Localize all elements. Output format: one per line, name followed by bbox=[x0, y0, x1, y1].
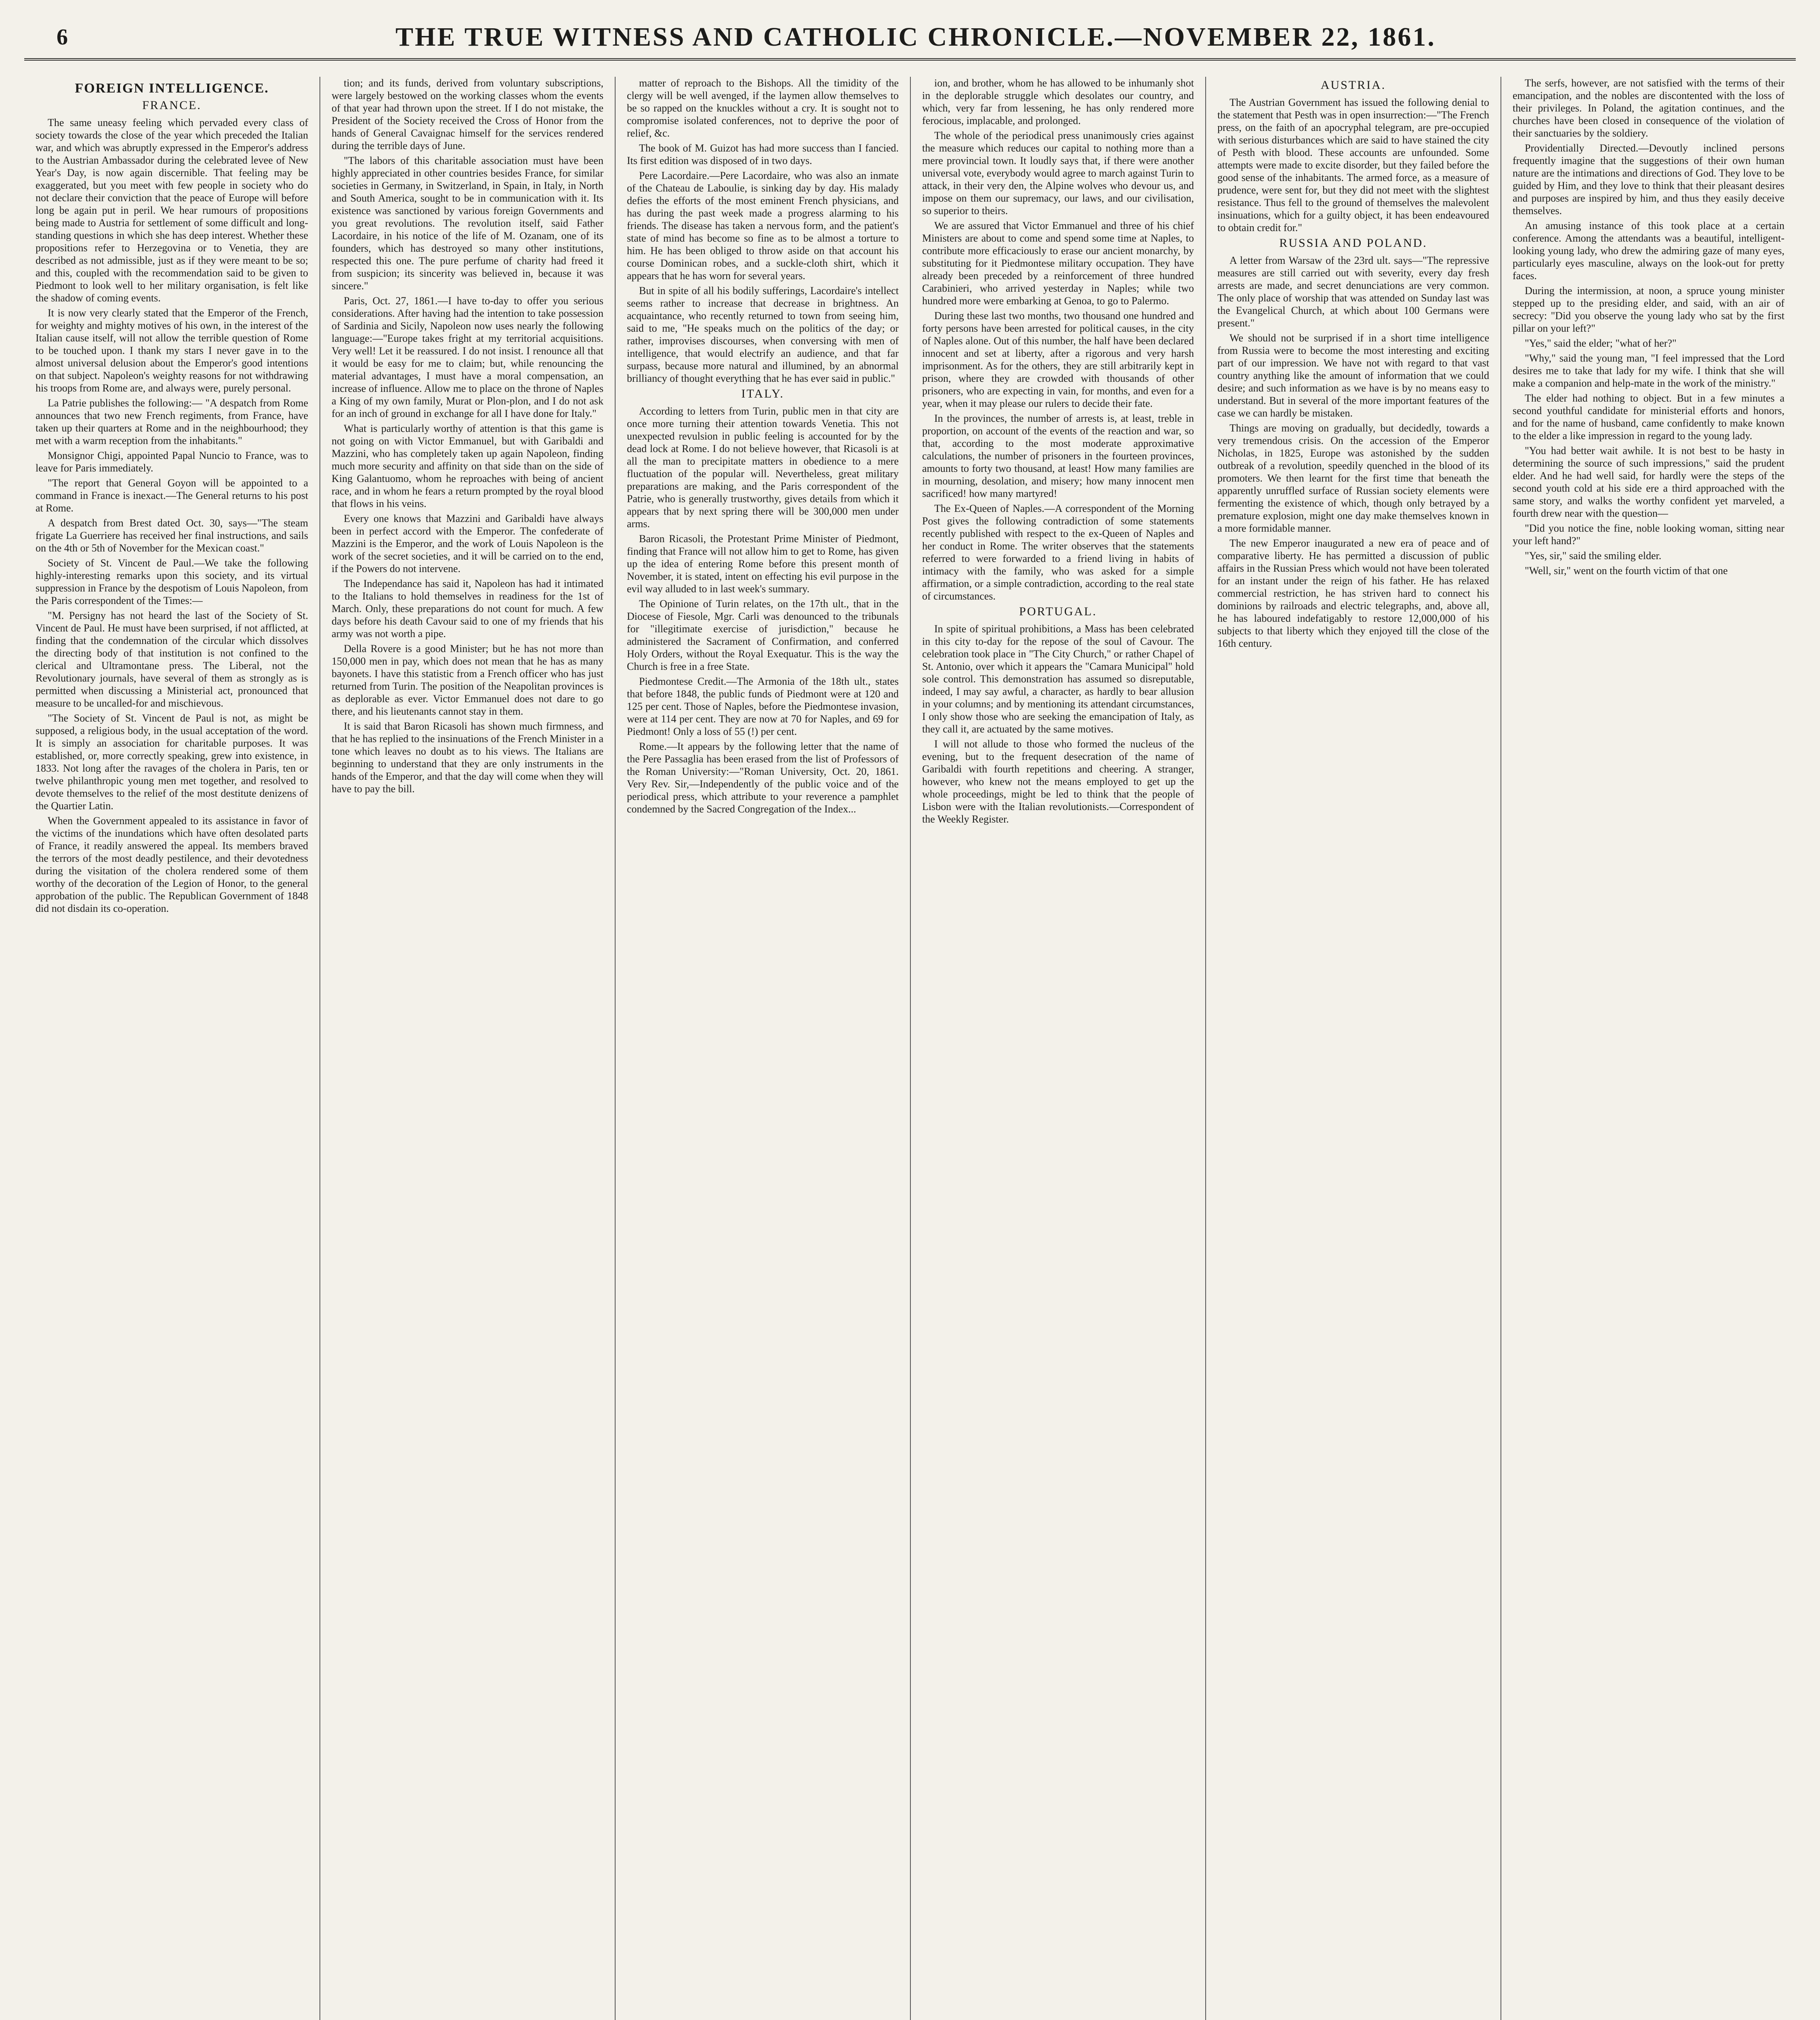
article-paragraph: "Did you notice the fine, noble looking woman, sitting near your left hand?" bbox=[1513, 522, 1784, 547]
article-paragraph: But in spite of all his bodily sufferings, Lacordaire's intellect seems rather to increase that decrease in brightness. An acquaintance, who recently returned to town from seeing him, said to me, "He speaks much on the politics of the day; or rather, improvises discourses, when conversing with men of intelligence, that would electrify an audience, and that far surpass, because more natural and illumined, by an abnormal brilliancy of thought everything that he has ever said in public." bbox=[627, 285, 899, 384]
article-paragraph: Piedmontese Credit.—The Armonia of the 18th ult., states that before 1848, the public funds of Piedmont were at 120 and 125 per cent. Those of Naples, before the Piedmontese invasion, were at 114 per cent. They are now at 70 for Naples, and 69 for Piedmont! Only a loss of 55 (!) per cent. bbox=[627, 675, 899, 737]
section-subheading: FRANCE. bbox=[142, 99, 202, 112]
article-paragraph: Society of St. Vincent de Paul.—We take the following highly-interesting remarks upon this society, and its virtual suppression in France by the despotism of Louis Napoleon, from the Paris correspondent of the Times:— bbox=[36, 557, 308, 606]
article-paragraph: "Well, sir," went on the fourth victim of that one bbox=[1525, 565, 1728, 577]
article-paragraph: "Yes," said the elder; "what of her?" bbox=[1525, 337, 1677, 349]
article-paragraph: The Austrian Government has issued the following denial to the statement that Pesth was in open insurrection:—"The French press, on the faith of an apocryphal telegram, are pre-occupied with serious disturbances which are said to have stained the city of Pesth with blood. These accounts are unfounded. Some attempts were made to excite disorder, but they failed before the good sense of the inhabitants. The armed force, as a measure of prudence, were sent for, but they did not meet with the slightest resistance. Thus fell to the ground of themselves the malevolent insinuations, which for a guilty object, it has been endeavoured to obtain credit for." bbox=[1217, 97, 1489, 234]
article-paragraph: Providentially Directed.—Devoutly inclined persons frequently imagine that the suggestions of their own human nature are the intimations and directions of God. They love to be guided by Him, and they love to think that their pleasant desires and purposes are inspired by him, and thus they easily deceive themselves. bbox=[1513, 142, 1784, 217]
article-paragraph: The Independance has said it, Napoleon has had it intimated to the Italians to hold themselves in readiness for the 1st of March. Only, these preparations do not count for much. A few days before his death Cavour said to one of my friends that his army was not worth a pipe. bbox=[332, 578, 603, 640]
article-paragraph: In the provinces, the number of arrests is, at least, treble in proportion, on account of the events of the reaction and war, so that, according to the most moderate approximative calculations, the number of prisoners in the fourteen provinces, amounts to forty two thousand, at least! How many families are in mourning, desolation, and misery; how many innocent men sacrificed! how many martyred! bbox=[922, 412, 1194, 499]
article-paragraph: Things are moving on gradually, but decidedly, towards a very tremendous crisis. On the accession of the Emperor Nicholas, in 1825, Europe was astonished by the sudden outbreak of a revolution, speedily quenched in the blood of its promoters. We then learnt for the first time that beneath the apparently unruffled surface of Russian society elements were fermenting the existence of which, though only betrayed by a premature explosion, might one day make themselves known in a more formidable manner. bbox=[1217, 422, 1489, 534]
article-paragraph: Every one knows that Mazzini and Garibaldi have always been in perfect accord with the Emperor. The confederate of Mazzini is the Emperor, and the work of Louis Napoleon is the work of the secret societies, and it will be carried on to the end, if the Powers do not intervene. bbox=[332, 513, 603, 574]
article-paragraph: The serfs, however, are not satisfied with the terms of their emancipation, and the nobles are discontented with the loss of their privileges. In Poland, the agitation continues, and the churches have been closed in consequence of the violation of their sanctuaries by the soldiery. bbox=[1513, 77, 1784, 139]
article-paragraph: We should not be surprised if in a short time intelligence from Russia were to become the most interesting and exciting part of our impression. We have not with regard to that vast country anything like the amount of information that we could desire; and such information as we have is by no means easy to understand. But in several of the more important features of the case we can hardly be mistaken. bbox=[1217, 332, 1489, 419]
columns bbox=[24, 77, 1796, 2020]
article-paragraph: "The labors of this charitable association must have been highly appreciated in other countries besides France, for similar societies in Germany, in Switzerland, in Spain, in Italy, in North and South America, sought to be in communication with it. Its existence was sanctioned by various foreign Governments and you great revolutions. The revolution itself, said Father Lacordaire, in his notice of the life of M. Ozanam, one of its founders, which has destroyed so many other institutions, respected this one. The pure perfume of charity had freed it from suspicion; its sincerity was believed in, because it was sincere." bbox=[332, 155, 603, 292]
section-heading: FOREIGN INTELLIGENCE. bbox=[75, 81, 269, 96]
article-paragraph: The same uneasy feeling which pervaded every class of society towards the close of the year which preceded the Italian war, and which was abruptly expressed in the Emperor's address to the Austrian Ambassador during the celebrated levee of New Year's Day, is now again discernible. That feeling may be exaggerated, but you meet with few people in society who do not declare their conviction that the peace of Europe will before long be again put in peril. We hear rumours of propositions being made to Austria for settlement of some difficult and long-standing questions in which she has deep interest. Whether these propositions refer to Herzegovina or to Venetia, they are described as not admissible, just as if they were meant to be so; and this, coupled with the recommendation said to be given to Piedmont to look well to her military organisation, is felt like the shadow of coming events. bbox=[36, 117, 308, 304]
column-5 bbox=[1205, 77, 1501, 2020]
column-1 bbox=[24, 77, 319, 2020]
article-paragraph: It is now very clearly stated that the Emperor of the French, for weighty and mighty motives of his own, in the interest of the Italian cause itself, will not allow the terrible question of Rome to be touched upon. I thank my stars I never gave in to the almost universal delusion about the Emperor's good intentions on that subject. Napoleon's weighty reasons for not withdrawing his troops from Rome are, and always were, purely personal. bbox=[36, 307, 308, 394]
article-paragraph: We are assured that Victor Emmanuel and three of his chief Ministers are about to come and spend some time at Naples, to contribute more efficaciously to erase our ancient monarchy, by substituting for it Piedmontese military occupation. They have already been preceded by a reinforcement of three hundred Carabinieri, who arrived yesterday in Naples; while two hundred more were embarking at Genoa, to go to Palermo. bbox=[922, 220, 1194, 307]
article-paragraph: A letter from Warsaw of the 23rd ult. says—"The repressive measures are still carried out with severity, every day fresh arrests are made, and secret denunciations are very common. The only place of worship that was attended on Sunday last was the Evangelical Church, at which about 100 Germans were present." bbox=[1217, 255, 1489, 329]
article-paragraph: Paris, Oct. 27, 1861.—I have to-day to offer you serious considerations. After having had the intention to take possession of Sardinia and Sicily, Napoleon now uses nearly the following language:—"Europe takes fright at my territorial acquisitions. Very well! Let it be reassured. I do not insist. I renounce all that it would be easy for me to claim; but, while renouncing the material advantages, I must have a moral compensation, an increase of influence. Allow me to place on the throne of Naples a King of my own family, Murat or Plon-plon, and I do not ask for an inch of ground in exchange for all I have done for Italy." bbox=[332, 295, 603, 419]
article-paragraph: Baron Ricasoli, the Protestant Prime Minister of Piedmont, finding that France will not allow him to get to Rome, has given up the idea of entering Rome before this present month of November, it is stated, intent on effecting his evil purpose in the evil way alluded to in last week's summary. bbox=[627, 533, 899, 595]
article-paragraph: "The report that General Goyon will be appointed to a command in France is inexact.—The General returns to his post at Rome. bbox=[36, 477, 308, 514]
article-paragraph: It is said that Baron Ricasoli has shown much firmness, and that he has replied to the insinuations of the French Minister in a tone which leaves no doubt as to his views. The Italians are beginning to understand that they are only instruments in the hands of the Emperor, and that the day will come when they will have to pay the bill. bbox=[332, 720, 603, 795]
article-paragraph: What is particularly worthy of attention is that this game is not going on with Victor Emmanuel, but with Garibaldi and Mazzini, who has completely taken up again Napoleon, finding much more security and affinity on that side than on the side of King Galantuomo, whom he reproaches with being of ancient race, and in whom he fears a return prompted by the royal blood that flows in his veins. bbox=[332, 423, 603, 509]
column-4 bbox=[910, 77, 1205, 2020]
column-6 bbox=[1501, 77, 1796, 2020]
article-paragraph: I will not allude to those who formed the nucleus of the evening, but to the frequent desecration of the name of Garibaldi with fourth repetitions and cheering. A stranger, however, who knew not the means employed to get up the whole proceedings, might be led to think that the people of Lisbon were with the Italian revolutionists.—Correspondent of the Weekly Register. bbox=[922, 738, 1194, 825]
article-paragraph: A despatch from Brest dated Oct. 30, says—"The steam frigate La Guerriere has received her final instructions, and sails on the 4th or 5th of November for the Mexican coast." bbox=[36, 517, 308, 554]
column-2 bbox=[319, 77, 615, 2020]
page-number: 6 bbox=[57, 25, 68, 50]
section-subheading: AUSTRIA. bbox=[1320, 78, 1386, 92]
article-paragraph: When the Government appealed to its assistance in favor of the victims of the inundations which have often desolated parts of France, it readily answered the appeal. Its members braved the terrors of the most deadly pestilence, and their devotedness during the visitation of the cholera rendered some of them worthy of the decoration of the Legion of Honor, to the general approbation of the public. The Republican Government of 1848 did not disdain its co-operation. bbox=[36, 815, 308, 914]
column-3 bbox=[615, 77, 910, 2020]
article-paragraph: Pere Lacordaire.—Pere Lacordaire, who was also an inmate of the Chateau de Laboulie, is sinking day by day. His malady defies the efforts of the most eminent French physicians, and has during the past week made a progress alarming to his friends. The disease has taken a nervous form, and the patient's state of mind has become so fine as to be almost a torture to him. He has been obliged to throw aside on that account his course Dominican robes, and a suckle-cloth shirt, which it appears that he has worn for several years. bbox=[627, 170, 899, 282]
article-paragraph: La Patrie publishes the following:— "A despatch from Rome announces that two new French regiments, from France, have taken up their quarters at Rome and in the neighbourhood; they met with a warm reception from the inhabitants." bbox=[36, 397, 308, 446]
article-paragraph: In spite of spiritual prohibitions, a Mass has been celebrated in this city to-day for the repose of the soul of Cavour. The celebration took place in "The City Church," or rather Chapel of St. Antonio, over which it appears the "Camara Municipal" hold sole control. This demonstration has assumed so disreputable, indeed, I may say awful, a character, as hardly to bear allusion in your columns; and by mentioning its attendant circumstances, I only show those who are seeking the emancipation of Italy, as they call it, are actuated by the same motives. bbox=[922, 623, 1194, 735]
article-paragraph: The new Emperor inaugurated a new era of peace and of comparative liberty. He has permitted a discussion of public affairs in the Russian Press which would not have been tolerated for an instant under the reign of his father. He has relaxed commercial restriction, he has striven hard to connect his dominions by railroads and electric telegraphs, and, above all, he has laboured indefatigably to restore 12,000,000 of his subjects to that liberty which they enjoyed till the close of the 16th century. bbox=[1217, 537, 1489, 649]
article-paragraph: tion; and its funds, derived from voluntary subscriptions, were largely bestowed on the working classes whom the events of that year had thrown upon the street. If I do not mistake, the President of the Society received the Cross of Honor from the hands of General Cavaignac himself for the services rendered during the terrible days of June. bbox=[332, 77, 603, 152]
article-paragraph: The Opinione of Turin relates, on the 17th ult., that in the Diocese of Fiesole, Mgr. Carli was denounced to the tribunals for "illegitimate exercise of jurisdiction," because he administered the Sacrament of Confirmation, and conferred Holy Orders, without the Royal Exequatur. This is the way the Church is free in a free State. bbox=[627, 598, 899, 672]
article-paragraph: "The Society of St. Vincent de Paul is not, as might be supposed, a religious body, in the usual acceptation of the word. It is simply an association for charitable purposes. It was established, or, more correctly speaking, grew into existence, in 1833. Not long after the ravages of the cholera in Paris, ten or twelve philanthropic young men met together, and resolved to devote themselves to the relief of the most destitute denizens of the Quartier Latin. bbox=[36, 712, 308, 812]
article-paragraph: "You had better wait awhile. It is not best to be hasty in determining the source of such impressions," said the prudent elder. And he had well said, for hardly were the steps of the second youth cold at his side ere a third approached with the same story, and walks the worthy confident yet marveled, a fourth drew near with the question— bbox=[1513, 445, 1784, 519]
section-subheading: RUSSIA AND POLAND. bbox=[1279, 236, 1427, 250]
article-paragraph: "Yes, sir," said the smiling elder. bbox=[1525, 550, 1662, 562]
article-paragraph: According to letters from Turin, public men in that city are once more turning their attention towards Venetia. This not unexpected revulsion in public feeling is accounted for by the dead lock at Rome. I do not believe however, that Ricasoli is at all the man to precipitate matters in obedience to a mere fluctuation of the popular will. Nevertheless, great military preparations are making, and the Paris correspondent of the Patrie, who is generally trustworthy, gives details from which it appears that by next spring there will be 300,000 men under arms. bbox=[627, 405, 899, 530]
article-paragraph: During these last two months, two thousand one hundred and forty persons have been arrested for political causes, in the city of Naples alone. Out of this number, the half have been declared innocent and set at liberty, after a rigorous and very harsh imprisonment. As for the others, they are still arbitrarily kept in prison, where they are crowded with thousands of other prisoners, who are expecting in vain, for months, and even for a year, when it may please our rulers to decide their fate. bbox=[922, 310, 1194, 409]
masthead bbox=[24, 16, 1796, 61]
article-paragraph: "M. Persigny has not heard the last of the Society of St. Vincent de Paul. He must have been surprised, if not afflicted, at finding that the condemnation of the circular which dissolves the directing body of that institution is not confined to the clerical and Ultramontane press. The Liberal, not the Revolutionary journals, have several of them as strongly as is permitted when discussing a Ministerial act, pronounced that measure to be uncalled-for and mischievous. bbox=[36, 610, 308, 709]
newspaper-page bbox=[24, 16, 1796, 2020]
section-subheading: PORTUGAL. bbox=[1019, 605, 1097, 618]
article-paragraph: "Why," said the young man, "I feel impressed that the Lord desires me to take that lady for my wife. I think that she will make a companion and help-mate in the work of the ministry." bbox=[1513, 352, 1784, 389]
article-paragraph: The whole of the periodical press unanimously cries against the measure which reduces our capital to nothing more than a mere provincial town. It loudly says that, if there were another universal vote, everybody would agree to march against Turin to attack, in their very den, the Alpine wolves who devour us, and impose on them our supremacy, our laws, and our civilisation, so superior to theirs. bbox=[922, 130, 1194, 217]
article-paragraph: An amusing instance of this took place at a certain conference. Among the attendants was a beautiful, intelligent-looking young lady, who drew the admiring gaze of many eyes, particularly eyes masculine, always on the look-out for pretty faces. bbox=[1513, 220, 1784, 282]
article-paragraph: The book of M. Guizot has had more success than I fancied. Its first edition was disposed of in two days. bbox=[627, 142, 899, 166]
article-paragraph: ion, and brother, whom he has allowed to be inhumanly shot in the deplorable struggle which desolates our country, and which, very far from lessening, he has only rendered more ferocious, implacable, and prolonged. bbox=[922, 77, 1194, 126]
article-paragraph: The elder had nothing to object. But in a few minutes a second youthful candidate for ministerial efforts and honors, and for the name of husband, came confidently to make known to the elder a like impression in regard to the young lady. bbox=[1513, 392, 1784, 442]
article-paragraph: The Ex-Queen of Naples.—A correspondent of the Morning Post gives the following contradiction of some statements recently published with respect to the ex-Queen of Naples and her conduct in Rome. The writer observes that the statements referred to were forwarded to a friend living in habits of intimacy with the family, who was asked for a simple affirmation, or a simple contradiction, according to the real state of circumstances. bbox=[922, 503, 1194, 602]
article-paragraph: matter of reproach to the Bishops. All the timidity of the clergy will be well avenged, if the laymen allow themselves to be so rapped on the knuckles without a cry. It is sought not to compromise isolated conferences, not to deprive the poor of relief, &c. bbox=[627, 77, 899, 139]
article-paragraph: Rome.—It appears by the following letter that the name of the Pere Passaglia has been erased from the list of Professors of the Roman University:—"Roman University, Oct. 20, 1861. Very Rev. Sir,—Independently of the public voice and of the periodical press, which attribute to your reverence a pamphlet condemned by the Sacred Congregation of the Index... bbox=[627, 741, 899, 815]
article-paragraph: Della Rovere is a good Minister; but he has not more than 150,000 men in pay, which does not mean that he has as many bayonets. I have this statistic from a French officer who has just returned from Turin. The position of the Neapolitan provinces is as deplorable as ever. Victor Emmanuel does not dare to go there, and his lieutenants cannot stay in them. bbox=[332, 643, 603, 717]
article-paragraph: Monsignor Chigi, appointed Papal Nuncio to France, was to leave for Paris immediately. bbox=[36, 450, 308, 474]
newspaper-title: THE TRUE WITNESS AND CATHOLIC CHRONICLE.—NOVEMBER 22, 1861. bbox=[395, 22, 1436, 52]
section-subheading: ITALY. bbox=[741, 387, 784, 400]
article-paragraph: During the intermission, at noon, a spruce young minister stepped up to the presiding elder, and said, with an air of secrecy: "Did you observe the young lady who sat by the first pillar on your left?" bbox=[1513, 285, 1784, 334]
